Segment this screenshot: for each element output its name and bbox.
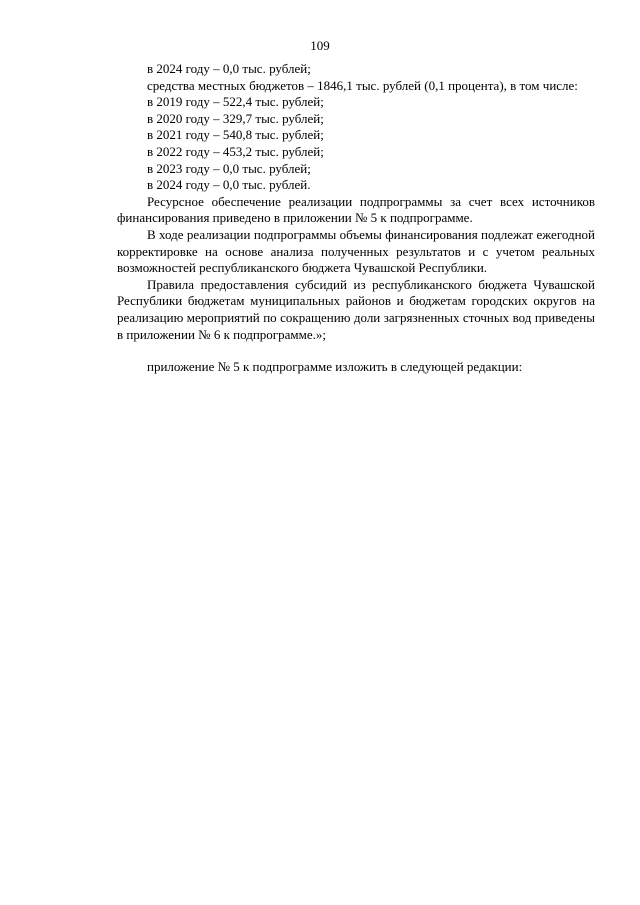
- year-line: в 2024 году – 0,0 тыс. рублей.: [147, 177, 311, 193]
- resource-paragraph: Ресурсное обеспечение реализации подпрограммы за счет всех источников финансирования приведено в приложении № 5 к подпрограмме.: [117, 193, 595, 226]
- year-line: в 2020 году – 329,7 тыс. рублей;: [147, 110, 324, 126]
- page-number: 109: [310, 38, 330, 53]
- year-line: в 2021 году – 540,8 тыс. рублей;: [147, 127, 324, 143]
- final-line: приложение № 5 к подпрограмме изложить в следующей редакции:: [147, 359, 523, 375]
- year-line: в 2019 году – 522,4 тыс. рублей;: [147, 94, 324, 110]
- year-line: в 2023 году – 0,0 тыс. рублей;: [147, 160, 311, 176]
- local-budgets-paragraph: средства местных бюджетов – 1846,1 тыс. рублей (0,1 процента), в том числе:: [147, 77, 578, 93]
- subsidy-rules-paragraph: Правила предоставления субсидий из республиканского бюджета Чувашской Республики бюджетам муниципальных районов и бюджетам городских округов на реализацию мероприятий по сокращению доли загрязненных сточных вод приведены в приложении № 6 к подпрограмме.»;: [117, 276, 595, 342]
- document-body: [117, 61, 595, 376]
- blank-line: [117, 343, 595, 359]
- year-line: в 2022 году – 453,2 тыс. рублей;: [147, 143, 324, 159]
- text-line: в 2024 году – 0,0 тыс. рублей;: [147, 61, 311, 76]
- correction-paragraph: В ходе реализации подпрограммы объемы финансирования подлежат ежегодной корректировке на основе анализа полученных результатов и с учетом реальных возможностей республиканского бюджета Чувашской Республики.: [117, 226, 595, 276]
